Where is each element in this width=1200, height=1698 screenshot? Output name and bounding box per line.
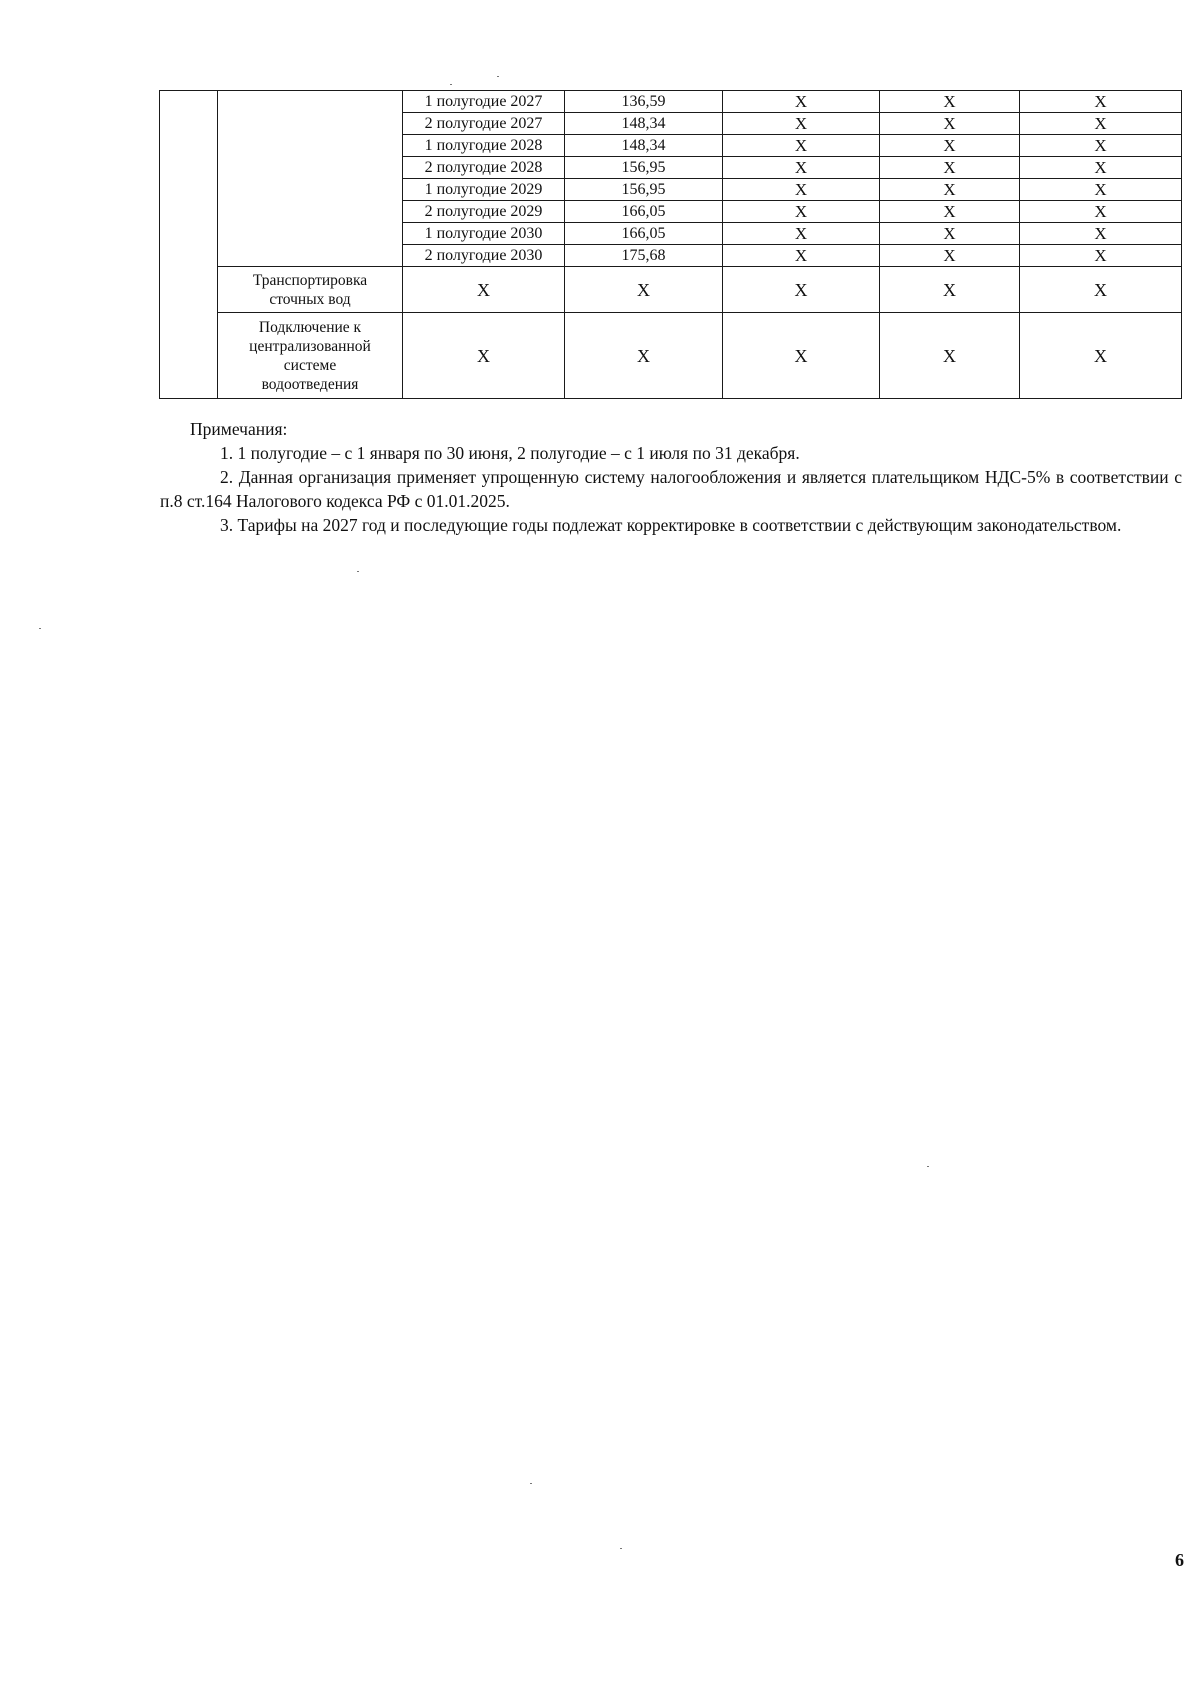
- x-cell: X: [403, 267, 565, 313]
- service-name-line: водоотведения: [261, 375, 359, 393]
- service-name-line: сточных вод: [269, 290, 351, 308]
- note-item: 3. Тарифы на 2027 год и последующие годы подлежат корректировке в соответствии с действующим законодательством.: [220, 515, 1122, 535]
- x-cell: X: [1020, 245, 1182, 267]
- x-cell: X: [723, 245, 880, 267]
- service-name-line: Подключение к: [258, 318, 362, 336]
- service-name-line: Транспортировка: [252, 271, 368, 289]
- scan-speck: [39, 628, 41, 629]
- tariff-value-cell: 148,34: [565, 113, 723, 135]
- tariff-value-cell: 136,59: [565, 91, 723, 113]
- service-name-line: системе: [283, 356, 337, 374]
- number-cell: [160, 91, 218, 399]
- period-cell: 1 полугодие 2030: [403, 223, 565, 245]
- notes-section: [160, 417, 1182, 537]
- service-name-cell: [218, 267, 403, 313]
- x-cell: X: [880, 157, 1020, 179]
- service-name-cell: [218, 313, 403, 399]
- x-cell: X: [880, 113, 1020, 135]
- x-cell: X: [403, 313, 565, 399]
- x-cell: X: [880, 179, 1020, 201]
- scan-speck: [927, 1166, 929, 1167]
- x-cell: X: [1020, 135, 1182, 157]
- period-cell: 2 полугодие 2029: [403, 201, 565, 223]
- notes-heading: Примечания:: [190, 419, 288, 439]
- service-cell-empty: [218, 91, 403, 267]
- scan-speck: [530, 1483, 532, 1484]
- tariff-value-cell: 166,05: [565, 223, 723, 245]
- page-number: 6: [1175, 1550, 1184, 1570]
- x-cell: X: [1020, 157, 1182, 179]
- x-cell: X: [723, 223, 880, 245]
- tariff-value-cell: 148,34: [565, 135, 723, 157]
- scan-speck: [450, 84, 452, 85]
- x-cell: X: [723, 179, 880, 201]
- x-cell: X: [1020, 179, 1182, 201]
- x-cell: X: [880, 313, 1020, 399]
- x-cell: X: [880, 245, 1020, 267]
- scan-speck: [357, 571, 359, 572]
- tariff-value-cell: 175,68: [565, 245, 723, 267]
- note-item: 2. Данная организация применяет упрощенную систему налогообложения и является плательщиком НДС-5% в соответствии с п.8 ст.164 Налогового кодекса РФ с 01.01.2025.: [160, 467, 1182, 511]
- x-cell: X: [1020, 91, 1182, 113]
- x-cell: X: [723, 113, 880, 135]
- period-cell: 1 полугодие 2029: [403, 179, 565, 201]
- table-row-sewer-connection: [160, 313, 1182, 399]
- x-cell: X: [1020, 223, 1182, 245]
- service-name-line: централизованной: [249, 337, 371, 355]
- x-cell: X: [1020, 267, 1182, 313]
- scan-speck: [620, 1548, 622, 1549]
- x-cell: X: [880, 267, 1020, 313]
- tariff-value-cell: 156,95: [565, 157, 723, 179]
- table-row-wastewater-transport: [160, 267, 1182, 313]
- x-cell: X: [723, 313, 880, 399]
- period-cell: 2 полугодие 2028: [403, 157, 565, 179]
- scan-speck: [497, 76, 499, 77]
- note-item: 1. 1 полугодие – с 1 января по 30 июня, 2 полугодие – с 1 июля по 31 декабря.: [220, 443, 800, 463]
- table-row: [160, 91, 1182, 113]
- x-cell: X: [723, 201, 880, 223]
- x-cell: X: [1020, 113, 1182, 135]
- period-cell: 2 полугодие 2027: [403, 113, 565, 135]
- period-cell: 1 полугодие 2027: [403, 91, 565, 113]
- period-cell: 1 полугодие 2028: [403, 135, 565, 157]
- x-cell: X: [880, 201, 1020, 223]
- x-cell: X: [1020, 313, 1182, 399]
- tariff-table: [159, 90, 1182, 399]
- x-cell: X: [723, 91, 880, 113]
- x-cell: X: [565, 313, 723, 399]
- period-cell: 2 полугодие 2030: [403, 245, 565, 267]
- x-cell: X: [565, 267, 723, 313]
- x-cell: X: [880, 223, 1020, 245]
- tariff-value-cell: 166,05: [565, 201, 723, 223]
- x-cell: X: [723, 157, 880, 179]
- x-cell: X: [723, 267, 880, 313]
- x-cell: X: [880, 91, 1020, 113]
- x-cell: X: [723, 135, 880, 157]
- x-cell: X: [1020, 201, 1182, 223]
- x-cell: X: [880, 135, 1020, 157]
- tariff-value-cell: 156,95: [565, 179, 723, 201]
